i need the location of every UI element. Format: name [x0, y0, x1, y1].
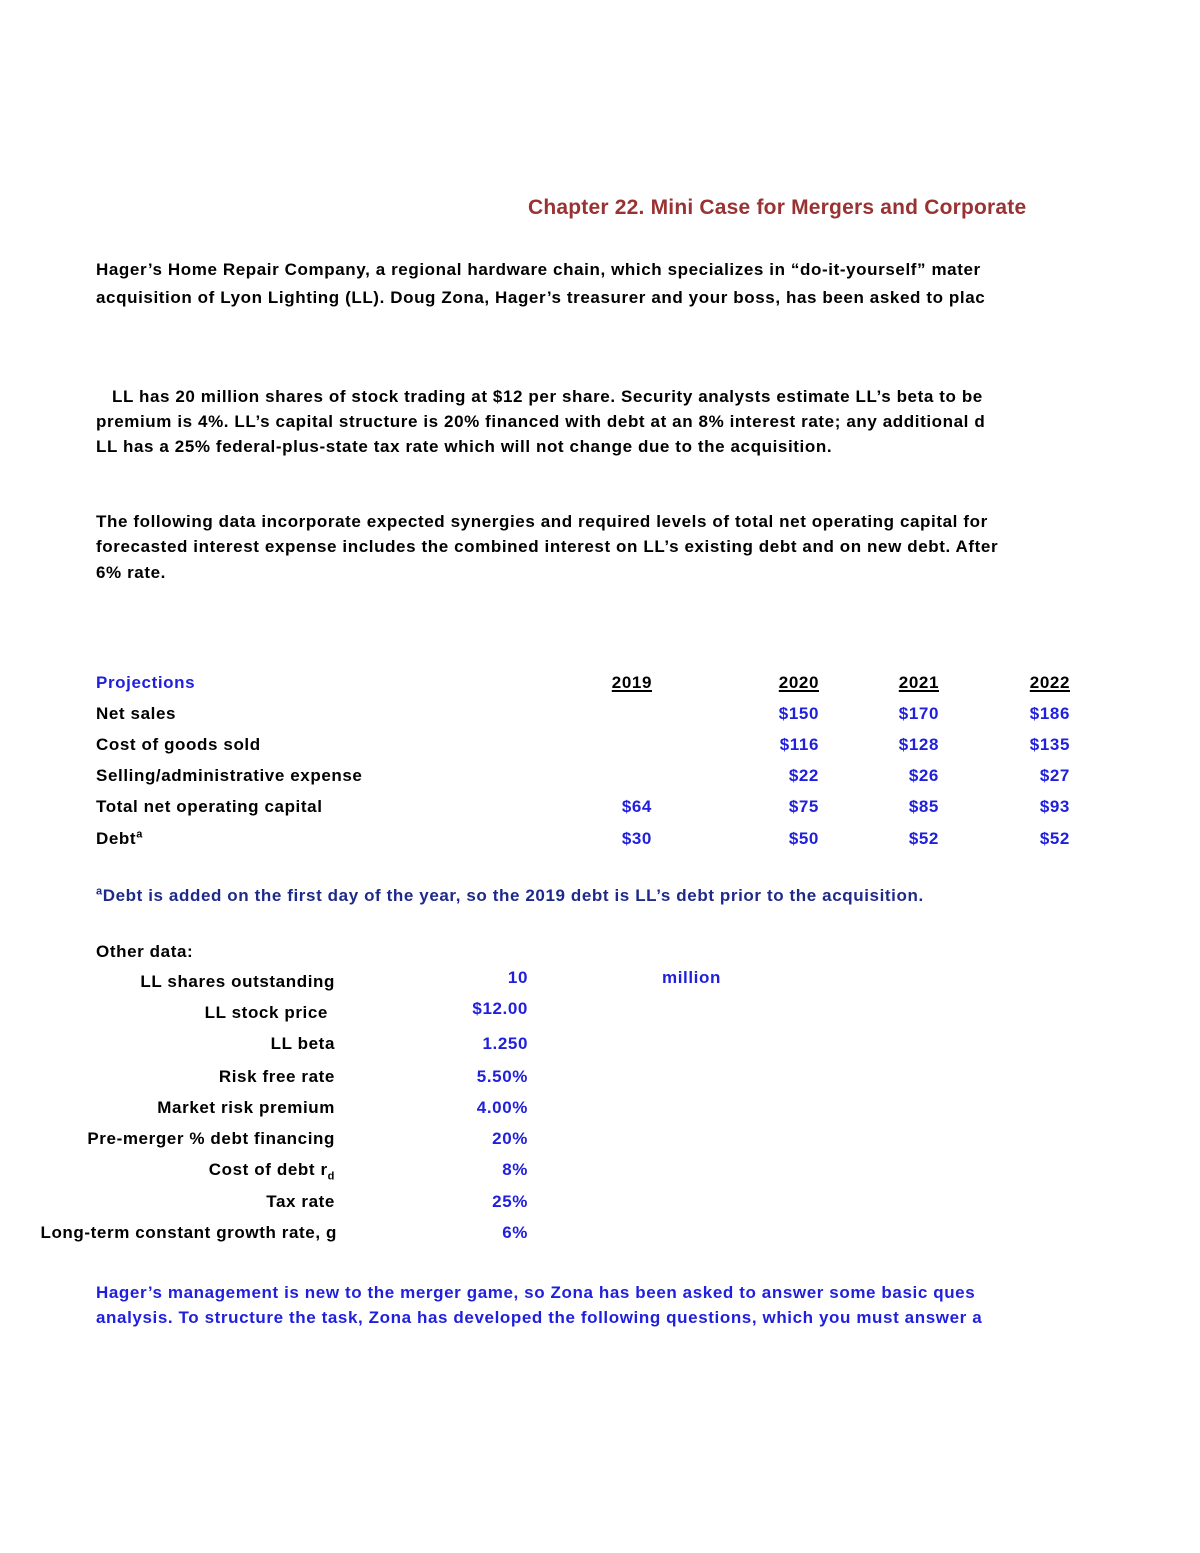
- table-cell: $116: [779, 735, 819, 754]
- table-cell: $52: [1039, 829, 1070, 848]
- year-header: 2019: [611, 673, 652, 692]
- table-cell: $85: [908, 797, 939, 816]
- other-value: 25%: [492, 1192, 528, 1211]
- other-label: Risk free rate: [218, 1067, 335, 1086]
- other-value: 4.00%: [476, 1098, 528, 1117]
- table-cell: $22: [788, 766, 819, 785]
- table-cell: $186: [1029, 704, 1070, 723]
- para3-line-3: 6% rate.: [96, 563, 167, 582]
- table-cell: $135: [1029, 735, 1070, 754]
- cost-of-debt-text: Cost of debt r: [208, 1160, 328, 1179]
- table-cell: $170: [898, 704, 939, 723]
- year-header: 2022: [1029, 673, 1070, 692]
- other-label: Long-term constant growth rate, g: [40, 1223, 337, 1242]
- year-header: 2020: [778, 673, 819, 692]
- other-label: [209, 1158, 335, 1182]
- row-label-tnoc: Total net operating capital: [96, 797, 323, 816]
- other-label: LL stock price: [204, 1003, 328, 1022]
- para3-line-1: The following data incorporate expected synergies and required levels of total net operating capital for: [96, 512, 988, 531]
- row-label-cogs: Cost of goods sold: [96, 735, 261, 754]
- table-cell: $64: [621, 797, 652, 816]
- other-value: 8%: [502, 1160, 528, 1179]
- table-cell: $128: [898, 735, 939, 754]
- other-value: 6%: [502, 1223, 528, 1242]
- page-title: Chapter 22. Mini Case for Mergers and Corporate: [528, 196, 1027, 219]
- table-cell: $50: [788, 829, 819, 848]
- other-value: 1.250: [482, 1034, 528, 1053]
- other-data-header: Other data:: [96, 942, 194, 961]
- table-cell: $52: [908, 829, 939, 848]
- table-cell: $30: [621, 829, 652, 848]
- other-value: 10: [507, 968, 528, 987]
- para2-line-2: premium is 4%. LL’s capital structure is 20% financed with debt at an 8% interest rate; any additional d: [96, 412, 986, 431]
- footnote-marker: a: [136, 828, 143, 841]
- other-value: 5.50%: [476, 1067, 528, 1086]
- other-value: 20%: [492, 1129, 528, 1148]
- other-unit: million: [662, 968, 721, 987]
- other-label: Tax rate: [266, 1192, 335, 1211]
- footnote: [96, 884, 924, 908]
- projections-heading: Projections: [96, 673, 196, 692]
- other-label: LL beta: [270, 1034, 335, 1053]
- other-label: Market risk premium: [157, 1098, 335, 1117]
- closing-line-2: analysis. To structure the task, Zona has developed the following questions, which you must answer a: [96, 1308, 983, 1327]
- table-cell: $150: [778, 704, 819, 723]
- other-label: LL shares outstanding: [140, 972, 335, 991]
- row-label-debt: [96, 827, 143, 851]
- row-label-sga: Selling/administrative expense: [96, 766, 363, 785]
- table-cell: $75: [788, 797, 819, 816]
- table-cell: $27: [1039, 766, 1070, 785]
- debt-label-text: Debt: [96, 829, 137, 848]
- intro-line-1: Hager’s Home Repair Company, a regional hardware chain, which specializes in “do-it-yourself” mater: [96, 260, 981, 279]
- para2-line-1: LL has 20 million shares of stock trading at $12 per share. Security analysts estimate LL’s beta to be: [96, 387, 983, 406]
- other-value: $12.00: [472, 999, 528, 1018]
- row-label-net-sales: Net sales: [96, 704, 177, 723]
- year-header: 2021: [898, 673, 939, 692]
- footnote-mark: a: [96, 885, 103, 898]
- other-label: Pre-merger % debt financing: [87, 1129, 335, 1148]
- table-cell: $93: [1039, 797, 1070, 816]
- footnote-text: Debt is added on the first day of the year, so the 2019 debt is LL’s debt prior to the acquisition.: [102, 886, 924, 905]
- para3-line-2: forecasted interest expense includes the combined interest on LL’s existing debt and on new debt. After: [96, 537, 999, 556]
- cost-of-debt-subscript: d: [327, 1170, 335, 1183]
- para2-line-3: LL has a 25% federal-plus-state tax rate which will not change due to the acquisition.: [96, 437, 833, 456]
- intro-line-2: acquisition of Lyon Lighting (LL). Doug Zona, Hager’s treasurer and your boss, has been asked to plac: [96, 288, 986, 307]
- table-cell: $26: [908, 766, 939, 785]
- closing-line-1: Hager’s management is new to the merger game, so Zona has been asked to answer some basic ques: [96, 1283, 976, 1302]
